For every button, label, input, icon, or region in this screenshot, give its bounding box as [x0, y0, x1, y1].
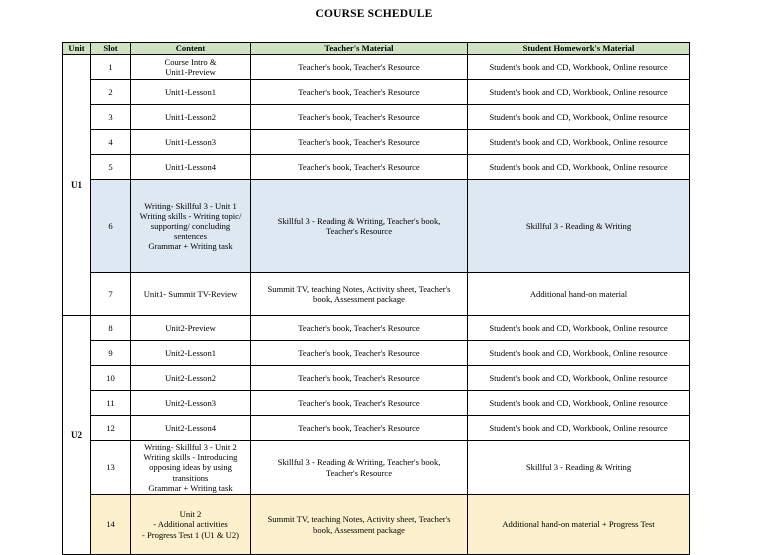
teacher-material-cell: Teacher's book, Teacher's Resource: [251, 130, 468, 155]
student-material-cell: Student's book and CD, Workbook, Online resource: [468, 80, 690, 105]
slot-cell: 8: [91, 316, 131, 341]
student-material-cell: Student's book and CD, Workbook, Online resource: [468, 416, 690, 441]
content-cell: Writing- Skillful 3 - Unit 1 Writing skills - Writing topic/ supporting/ concluding sentences Grammar + Writing task: [131, 180, 251, 273]
table-row: [63, 273, 690, 316]
slot-cell: 11: [91, 391, 131, 416]
unit-label: U2: [63, 316, 91, 555]
header-row: [63, 43, 690, 55]
student-material-cell: Skillful 3 - Reading & Writing: [468, 180, 690, 273]
slot-cell: 9: [91, 341, 131, 366]
content-cell: Unit1- Summit TV-Review: [131, 273, 251, 316]
student-material-cell: Student's book and CD, Workbook, Online resource: [468, 366, 690, 391]
teacher-material-cell: Teacher's book, Teacher's Resource: [251, 55, 468, 80]
student-material-cell: Additional hand-on material: [468, 273, 690, 316]
table-row: [63, 391, 690, 416]
table-row: [63, 180, 690, 273]
teacher-material-cell: Teacher's book, Teacher's Resource: [251, 366, 468, 391]
student-material-cell: Student's book and CD, Workbook, Online resource: [468, 105, 690, 130]
teacher-material-cell: Teacher's book, Teacher's Resource: [251, 316, 468, 341]
slot-cell: 13: [91, 441, 131, 495]
page-title: COURSE SCHEDULE: [315, 8, 433, 20]
student-material-cell: Student's book and CD, Workbook, Online resource: [468, 130, 690, 155]
content-cell: Unit1-Lesson3: [131, 130, 251, 155]
header-student-material: Student Homework's Material: [468, 43, 690, 55]
content-cell: Unit1-Lesson2: [131, 105, 251, 130]
table-row: [63, 341, 690, 366]
content-cell: Unit2-Lesson1: [131, 341, 251, 366]
header-unit: Unit: [63, 43, 91, 55]
teacher-material-cell: Teacher's book, Teacher's Resource: [251, 105, 468, 130]
content-cell: Unit 2 - Additional activities - Progress Test 1 (U1 & U2): [131, 495, 251, 555]
table-row: [63, 441, 690, 495]
schedule-body: [63, 55, 690, 555]
slot-cell: 3: [91, 105, 131, 130]
content-cell: Writing- Skillful 3 - Unit 2 Writing skills - Introducing opposing ideas by using transitions Grammar + Writing task: [131, 441, 251, 495]
student-material-cell: Student's book and CD, Workbook, Online resource: [468, 155, 690, 180]
table-row: [63, 105, 690, 130]
teacher-material-cell: Teacher's book, Teacher's Resource: [251, 416, 468, 441]
header-slot: Slot: [91, 43, 131, 55]
header-content: Content: [131, 43, 251, 55]
teacher-material-cell: Summit TV, teaching Notes, Activity sheet, Teacher's book, Assessment package: [251, 273, 468, 316]
student-material-cell: Student's book and CD, Workbook, Online resource: [468, 55, 690, 80]
course-schedule-table: [62, 42, 690, 555]
slot-cell: 6: [91, 180, 131, 273]
table-row: [63, 155, 690, 180]
slot-cell: 7: [91, 273, 131, 316]
teacher-material-cell: Skillful 3 - Reading & Writing, Teacher's book, Teacher's Resource: [251, 441, 468, 495]
content-cell: Unit1-Lesson1: [131, 80, 251, 105]
teacher-material-cell: Teacher's book, Teacher's Resource: [251, 341, 468, 366]
student-material-cell: Skillful 3 - Reading & Writing: [468, 441, 690, 495]
unit-label: U1: [63, 55, 91, 316]
teacher-material-cell: Summit TV, teaching Notes, Activity sheet, Teacher's book, Assessment package: [251, 495, 468, 555]
table-row: [63, 316, 690, 341]
slot-cell: 2: [91, 80, 131, 105]
student-material-cell: Additional hand-on material + Progress Test: [468, 495, 690, 555]
student-material-cell: Student's book and CD, Workbook, Online resource: [468, 341, 690, 366]
slot-cell: 4: [91, 130, 131, 155]
table-row: [63, 55, 690, 80]
content-cell: Unit2-Lesson4: [131, 416, 251, 441]
table-row: [63, 495, 690, 555]
slot-cell: 5: [91, 155, 131, 180]
content-cell: Unit1-Lesson4: [131, 155, 251, 180]
content-cell: Course Intro & Unit1-Preview: [131, 55, 251, 80]
student-material-cell: Student's book and CD, Workbook, Online resource: [468, 316, 690, 341]
slot-cell: 10: [91, 366, 131, 391]
teacher-material-cell: Skillful 3 - Reading & Writing, Teacher's book, Teacher's Resource: [251, 180, 468, 273]
content-cell: Unit2-Preview: [131, 316, 251, 341]
content-cell: Unit2-Lesson3: [131, 391, 251, 416]
slot-cell: 12: [91, 416, 131, 441]
teacher-material-cell: Teacher's book, Teacher's Resource: [251, 80, 468, 105]
slot-cell: 14: [91, 495, 131, 555]
table-row: [63, 130, 690, 155]
teacher-material-cell: Teacher's book, Teacher's Resource: [251, 155, 468, 180]
table-row: [63, 80, 690, 105]
teacher-material-cell: Teacher's book, Teacher's Resource: [251, 391, 468, 416]
header-teacher-material: Teacher's Material: [251, 43, 468, 55]
student-material-cell: Student's book and CD, Workbook, Online resource: [468, 391, 690, 416]
table-row: [63, 366, 690, 391]
content-cell: Unit2-Lesson2: [131, 366, 251, 391]
slot-cell: 1: [91, 55, 131, 80]
table-row: [63, 416, 690, 441]
